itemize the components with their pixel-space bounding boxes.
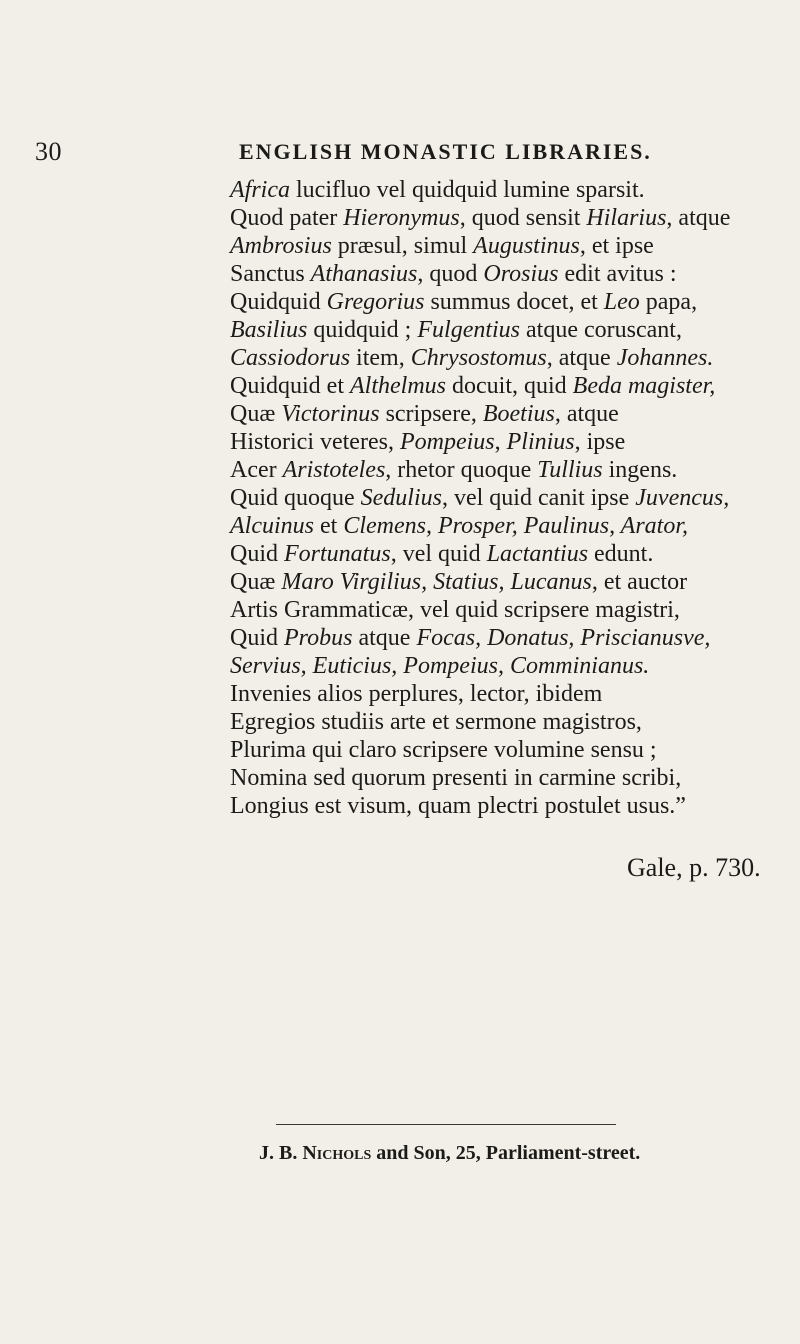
roman-text: Acer [230,457,283,483]
printer-imprint [259,1142,640,1165]
page-number: 30 [35,137,62,166]
roman-text: ingens. [602,457,678,483]
italic-text: Augustinus [473,233,580,259]
roman-text: Sanctus [230,261,311,287]
roman-text: Invenies alios perplures, lector, ibidem [230,681,603,707]
italic-text: Africa [230,177,290,203]
italic-text: Fulgentius [417,317,521,343]
poem-line [230,624,775,652]
poem-line [230,764,775,792]
roman-text: Longius est visum, quam plectri postulet usus.” [230,793,686,819]
poem-block [230,176,775,820]
roman-text: Historici veteres, [230,429,400,455]
italic-text: Hilarius [586,205,667,231]
italic-text: Boetius [482,401,555,427]
italic-text: Ambrosius [230,233,332,259]
roman-text: Quidquid et [230,373,350,399]
roman-text: , vel quid [390,541,487,567]
roman-text: , rhetor quoque [385,457,538,483]
roman-text: scripsere, [379,401,483,427]
poem-line [230,652,775,680]
italic-text: Orosius [483,261,559,287]
roman-text: Nomina sed quorum presenti in carmine scribi, [230,765,682,791]
poem-line [230,288,775,316]
poem-line [230,540,775,568]
poem-line [230,204,775,232]
roman-text: Quæ [230,401,282,427]
roman-text: Quid quoque [230,485,361,511]
italic-text: Juvencus, [635,485,730,511]
italic-text: Victorinus [281,401,380,427]
imprint-prefix: J. B. [259,1142,303,1164]
italic-text: Pompeius [399,429,495,455]
italic-text: Gregorius [326,289,425,315]
poem-line [230,568,775,596]
poem-line [230,736,775,764]
italic-text: Plinius [506,429,575,455]
running-title: ENGLISH MONASTIC LIBRARIES. [239,139,652,164]
roman-text: , ipse [574,429,626,455]
italic-text: Beda magister, [572,373,716,399]
italic-text: Cassiodorus [230,345,351,371]
italic-text: Basilius [230,317,308,343]
italic-text: Alcuinus [230,513,314,539]
italic-text: Focas, Donatus, Priscianusve, [416,625,711,651]
italic-text: Fortunatus [284,541,391,567]
roman-text: præsul, simul [331,233,474,259]
roman-text: item, [350,345,411,371]
italic-text: Leo [603,289,640,315]
italic-text: Probus [284,625,353,651]
roman-text: Egregios studiis arte et sermone magistros, [230,709,642,735]
poem-line [230,708,775,736]
roman-text: docuit, quid [446,373,573,399]
poem-line [230,512,775,540]
poem-line [230,484,775,512]
imprint-suffix: and Son, 25, Parliament-street. [371,1142,641,1164]
italic-text: Sedulius [360,485,442,511]
roman-text: Plurima qui claro scripsere volumine sensu ; [230,737,657,763]
roman-text: Quod pater [230,205,344,231]
poem-line [230,596,775,624]
italic-text: Tullius [537,457,603,483]
poem-line [230,372,775,400]
roman-text: Quæ [230,569,282,595]
roman-text: quidquid ; [307,317,418,343]
imprint-name: Nichols [302,1142,372,1164]
italic-text: Chrysostomus [410,345,547,371]
poem-line [230,400,775,428]
roman-text: Quid [230,541,284,567]
italic-text: Lactantius [486,541,589,567]
italic-text: Hieronymus [343,205,460,231]
italic-text: Servius, Euticius, Pompeius, Comminianus. [230,653,650,679]
roman-text: , quod sensit [459,205,587,231]
roman-text: papa, [639,289,698,315]
poem-line [230,260,775,288]
roman-text: Artis Grammaticæ, vel quid scripsere magistri, [230,597,680,623]
italic-text: Althelmus [350,373,446,399]
imprint-divider [276,1124,616,1125]
roman-text: , atque [554,401,619,427]
roman-text: edunt. [588,541,654,567]
italic-text: Clemens, Prosper, Paulinus, Arator, [343,513,689,539]
attribution: Gale, p. 730. [627,853,761,882]
poem-line [230,792,775,820]
poem-line [230,344,775,372]
poem-line [230,232,775,260]
roman-text: , [494,429,507,455]
roman-text: lucifluo vel quidquid lumine sparsit. [290,177,645,203]
roman-text: Quid [230,625,284,651]
roman-text: summus docet, et [424,289,604,315]
poem-line [230,456,775,484]
italic-text: Aristoteles [282,457,386,483]
roman-text: atque coruscant, [520,317,682,343]
italic-text: Johannes. [616,345,714,371]
roman-text: , vel quid canit ipse [441,485,636,511]
poem-line [230,428,775,456]
roman-text: Quidquid [230,289,327,315]
roman-text: , atque [546,345,617,371]
poem-line [230,316,775,344]
italic-text: Athanasius [310,261,418,287]
roman-text: et [314,513,344,539]
roman-text: edit avitus : [558,261,677,287]
roman-text: , atque [666,205,731,231]
roman-text: , quod [417,261,484,287]
roman-text: , et ipse [579,233,654,259]
poem-line [230,176,775,204]
roman-text: atque [352,625,417,651]
roman-text: , et auctor [591,569,688,595]
poem-line [230,680,775,708]
italic-text: Maro Virgilius, Statius, Lucanus [281,569,592,595]
